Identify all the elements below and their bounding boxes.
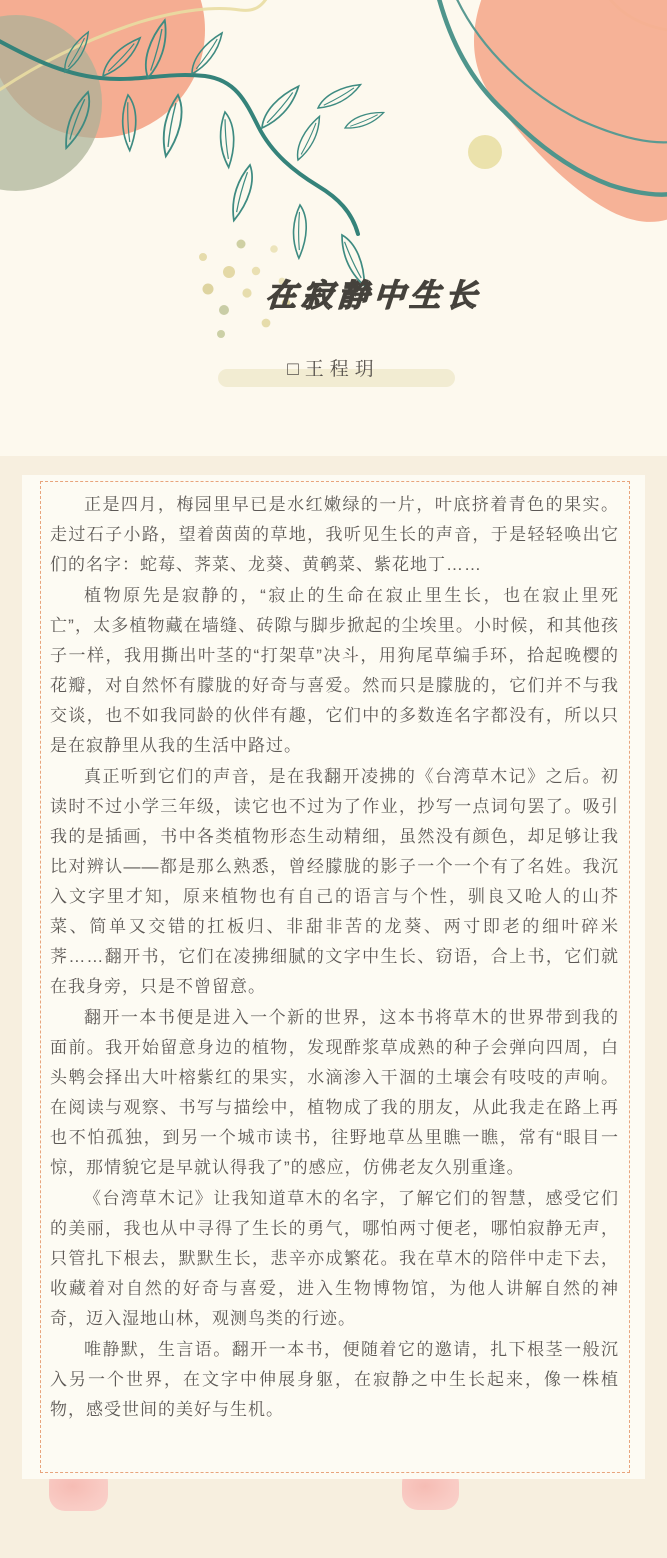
article-paragraph: 《台湾草木记》让我知道草木的名字，了解它们的智慧，感受它们的美丽，我也从中寻得了生长的勇气，哪怕两寸便老，哪怕寂静无声，只管扎下根去，默默生长，悲辛亦成繁花。我在草木的陪伴中走下去，收藏着对自然的好奇与喜爱，进入生物博物馆，为他人讲解自然的神奇，迈入湿地山林，观测鸟类的行迹。 (50, 1189, 619, 1328)
content-panel (22, 475, 645, 1479)
yellow-dot (468, 135, 502, 169)
hero-section (0, 0, 667, 456)
article-paragraph: 翻开一本书便是进入一个新的世界，这本书将草木的世界带到我的面前。我开始留意身边的植物，发现酢浆草成熟的种子会弹向四周，白头鹎会择出大叶榕紫红的果实，水滴渗入干涸的土壤会有吱吱的声响。在阅读与观察、书写与描绘中，植物成了我的朋友，从此我走在路上再也不怕孤独，到另一个城市读书，往野地草丛里瞧一瞧，常有“眼目一惊，那情貌它是早就认得我了”的感应，仿佛老友久别重逢。 (50, 1008, 619, 1177)
article-paragraph: 唯静默，生言语。翻开一本书，便随着它的邀请，扎下根茎一般沉入另一个世界，在文字中伸展身躯，在寂静之中生长起来，像一株植物，感受世间的美好与生机。 (50, 1340, 619, 1419)
page-title: 在寂静中生长 (264, 278, 484, 313)
author-line (0, 354, 667, 390)
article-paragraph: 植物原先是寂静的，“寂止的生命在寂止里生长，也在寂止里死亡”，太多植物藏在墙缝、砖隙与脚步掀起的尘埃里。小时候，和其他孩子一样，我用撕出叶茎的“打架草”决斗，用狗尾草编手环，拾起晚樱的花瓣，对自然怀有朦胧的好奇与喜爱。然而只是朦胧的，它们并不与我交谈，也不如我同龄的伙伴有趣，它们中的多数连名字都没有，所以只是在寂静里从我的生活中路过。 (50, 586, 619, 755)
article-box (40, 481, 630, 1473)
author-byline: □王程玥 (287, 359, 380, 380)
article-paragraph: 正是四月，梅园里早已是水红嫩绿的一片，叶底挤着青色的果实。走过石子小路，望着茵茵的草地，我听见生长的声音，于是轻轻唤出它们的名字：蛇莓、荠菜、龙葵、黄鹌菜、紫花地丁…… (50, 495, 619, 574)
article-paragraph: 真正听到它们的声音，是在我翻开凌拂的《台湾草木记》之后。初读时不过小学三年级，读它也不过为了作业，抄写一点词句罢了。吸引我的是插画，书中各类植物形态生动精细，虽然没有颜色，却足够让我比对辨认——都是那么熟悉，曾经朦胧的影子一个一个有了名姓。我沉入文字里才知，原来植物也有自己的语言与个性，驯良又呛人的山芥菜、简单又交错的扛板归、非甜非苦的龙葵、两寸即老的细叶碎米荠……翻开书，它们在凌拂细腻的文字中生长、窃语，合上书，它们就在我身旁，只是不曾留意。 (50, 767, 619, 996)
